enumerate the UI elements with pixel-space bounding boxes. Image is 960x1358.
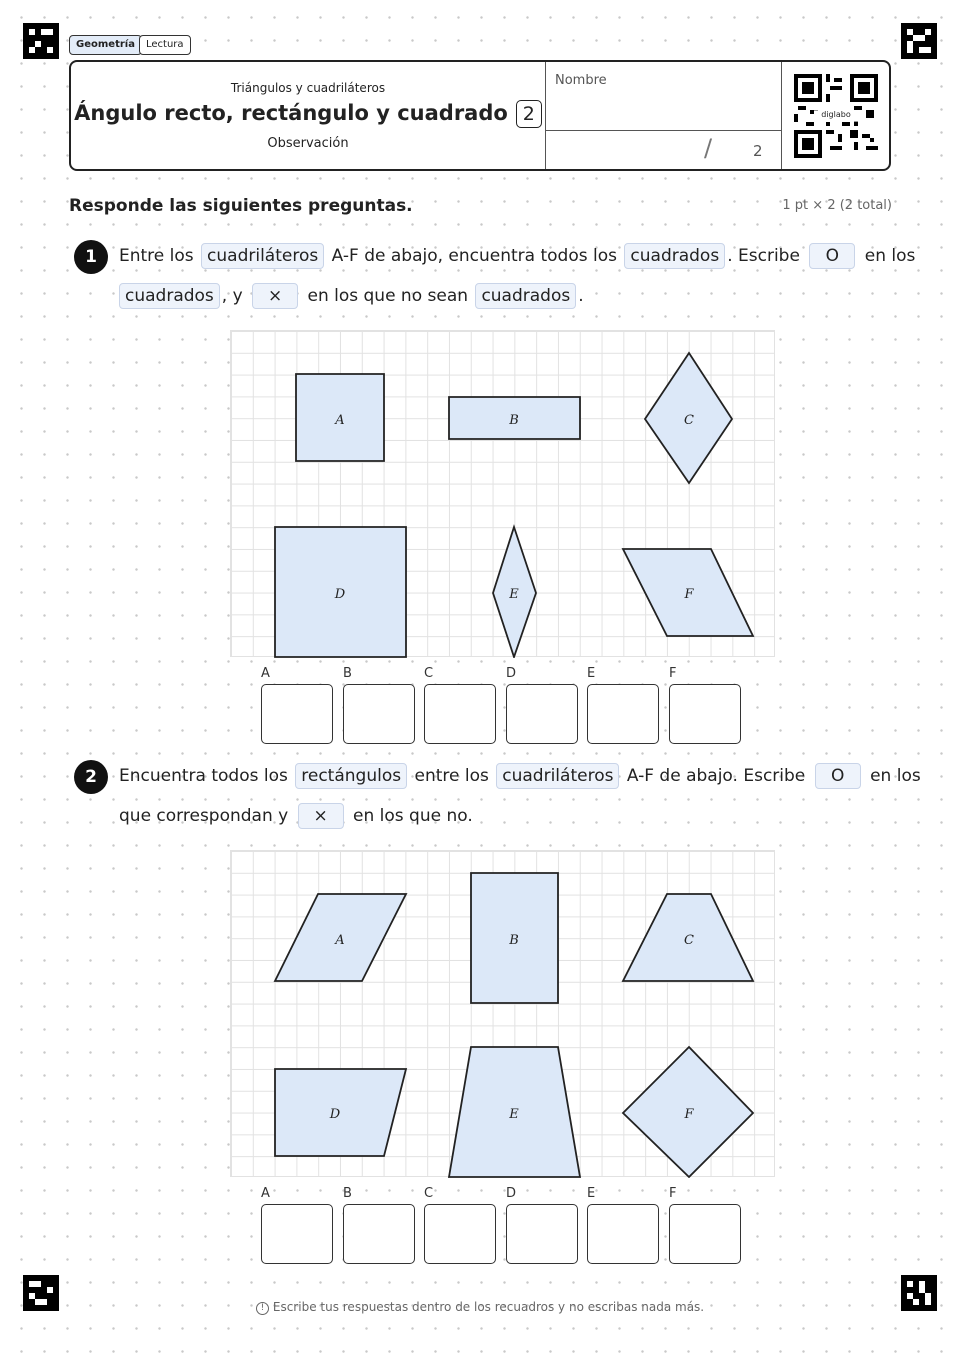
q2-label-b: B [509,933,519,948]
worksheet-number: 2 [516,100,542,128]
instructions: Responde las siguientes preguntas. [69,196,413,216]
q2-label-f: F [684,1107,694,1122]
q2-answer-box-b[interactable] [343,1204,415,1264]
divider [546,130,781,131]
worksheet-mode: Observación [267,136,349,151]
q1-keyword-cuadrados-3: cuadrados [475,283,576,309]
question-2-number: 2 [74,760,108,794]
question-1-line-1 [119,243,915,269]
q1-text-7: . [578,286,584,306]
q1-answer-label-e: E [587,666,596,681]
name-label: Nombre [555,73,607,88]
q2-answer-box-a[interactable] [261,1204,333,1264]
q1-label-b: B [509,413,519,428]
q2-answer-label-d: D [506,1186,517,1201]
q1-answer-label-d: D [506,666,517,681]
q1-label-c: C [684,413,694,428]
q1-circle-symbol: O [809,243,855,269]
q2-text-4: en los [870,766,921,786]
q2-keyword-cuadrilateros: cuadriláteros [496,763,619,789]
q1-answer-box-f[interactable] [669,684,741,744]
score-slash: / [704,134,713,162]
q1-keyword-cuadrados: cuadrados [624,243,725,269]
q2-text-5: que correspondan y [119,806,289,826]
q1-answer-box-a[interactable] [261,684,333,744]
q1-text-4: en los [864,246,916,266]
q1-answer-box-e[interactable] [587,684,659,744]
question-2-line-2 [119,803,473,829]
q2-answer-label-b: B [343,1186,352,1201]
q1-answer-box-c[interactable] [424,684,496,744]
q1-text-1: Entre los [119,246,194,266]
q1-answer-box-b[interactable] [343,684,415,744]
qr-code-block [782,62,889,169]
worksheet-title [71,100,545,128]
question-1-line-2 [119,283,584,309]
q1-label-f: F [684,587,694,602]
question-2-figure [230,850,775,1177]
points-summary: 1 pt × 2 (2 total) [782,198,892,213]
question-1-figure [230,330,775,657]
corner-marker-top-left [23,23,59,59]
q2-text-6: en los que no. [353,806,473,826]
q1-text-2: A-F de abajo, encuentra todos los [331,246,617,266]
q2-answer-box-c[interactable] [424,1204,496,1264]
q2-text-3: A-F de abajo. Escribe [626,766,806,786]
q2-keyword-rectangulos: rectángulos [295,763,407,789]
q2-answer-box-f[interactable] [669,1204,741,1264]
q2-answer-label-c: C [424,1186,434,1201]
q1-keyword-cuadrilateros: cuadriláteros [201,243,324,269]
q1-label-a: A [335,413,345,428]
info-icon: ! [256,1302,269,1315]
tag-lectura: Lectura [139,35,191,55]
q2-answer-label-a: A [261,1186,270,1201]
q2-circle-symbol: O [815,763,861,789]
q1-text-5: , y [221,286,243,306]
q1-answer-label-a: A [261,666,270,681]
q2-answer-box-d[interactable] [506,1204,578,1264]
q2-answer-box-e[interactable] [587,1204,659,1264]
q2-label-e: E [509,1107,519,1122]
corner-marker-top-right [901,23,937,59]
q1-text-3: . Escribe [727,246,800,266]
q2-answer-label-e: E [587,1186,596,1201]
footer-text: Escribe tus respuestas dentro de los recuadros y no escribas nada más. [272,1300,705,1314]
q2-label-a: A [335,933,345,948]
q2-label-c: C [684,933,694,948]
q2-shape-d [275,1069,406,1156]
tag-geometria: Geometría [69,35,142,55]
q2-label-d: D [329,1107,341,1122]
qr-brand-text: diglabo [821,110,851,119]
q1-answer-label-f: F [669,666,677,681]
question-1-number: 1 [74,240,108,274]
footer-note [0,1300,960,1315]
title-text: Ángulo recto, rectángulo y cuadrado [74,101,508,125]
q1-answer-label-c: C [424,666,434,681]
q2-text-2: entre los [414,766,489,786]
title-block [71,62,546,169]
q1-label-e: E [509,587,519,602]
worksheet-subtitle: Triángulos y cuadriláteros [230,81,386,95]
score-total: 2 [753,142,763,160]
q1-answer-box-d[interactable] [506,684,578,744]
q1-label-d: D [334,587,346,602]
q1-text-6: en los que no sean [307,286,469,306]
q1-cross-symbol: × [252,283,298,309]
q2-answer-label-f: F [669,1186,677,1201]
q2-text-1: Encuentra todos los [119,766,288,786]
q1-answer-label-b: B [343,666,352,681]
name-score-block [546,62,782,169]
q1-keyword-cuadrados-2: cuadrados [119,283,220,309]
question-2-line-1 [119,763,921,789]
worksheet-header [69,60,891,171]
q2-cross-symbol: × [298,803,344,829]
